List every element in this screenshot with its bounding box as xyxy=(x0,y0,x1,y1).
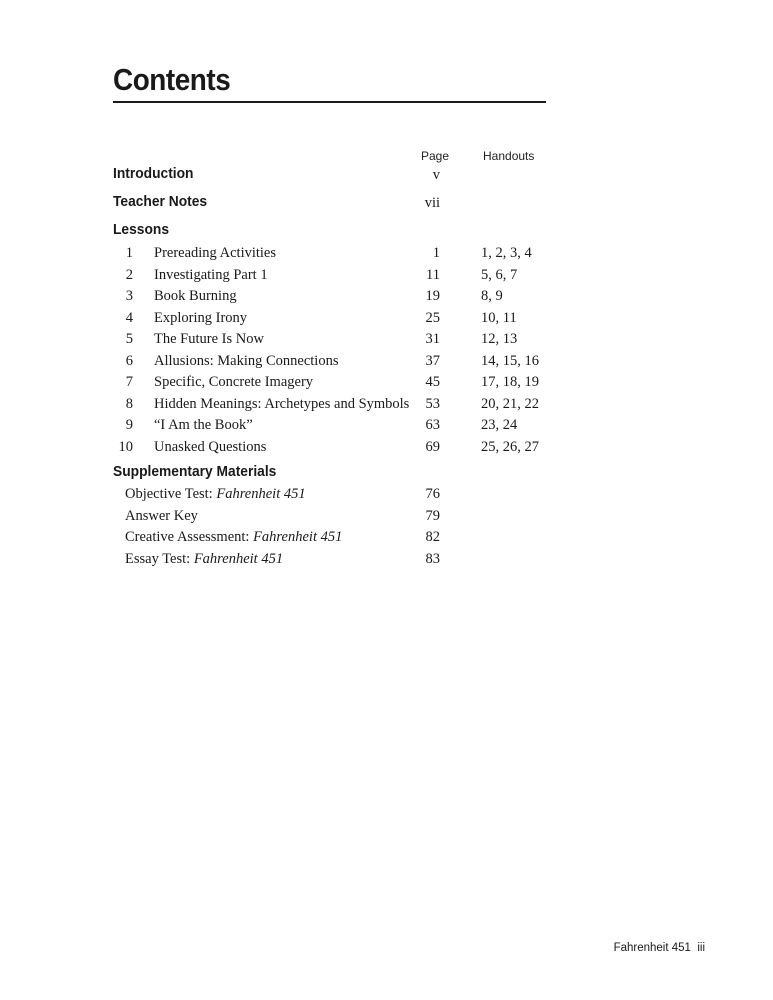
footer-book-title: Fahrenheit 451 xyxy=(613,942,691,954)
lesson-number: 9 xyxy=(125,417,133,433)
lesson-title: “I Am the Book” xyxy=(154,417,253,433)
lesson-page: 37 xyxy=(425,352,440,369)
supplementary-row xyxy=(0,551,773,572)
lesson-row xyxy=(0,245,773,266)
lesson-title: The Future Is Now xyxy=(154,331,264,347)
supplementary-title-italic: Fahrenheit 451 xyxy=(216,486,306,502)
lesson-row xyxy=(0,267,773,288)
lesson-page: 45 xyxy=(425,374,440,390)
lesson-title: Specific, Concrete Imagery xyxy=(154,374,314,390)
lesson-number: 3 xyxy=(125,288,133,304)
lesson-page: 25 xyxy=(425,309,440,326)
lesson-title: Prereading Activities xyxy=(154,245,277,261)
introduction-page: v xyxy=(432,167,440,183)
lesson-number: 6 xyxy=(125,352,133,369)
supplementary-page: 79 xyxy=(425,507,440,524)
lesson-number: 1 xyxy=(125,245,133,261)
lesson-handouts: 5, 6, 7 xyxy=(481,266,518,283)
lesson-row xyxy=(0,396,773,417)
lesson-row xyxy=(0,374,773,395)
lesson-page: 63 xyxy=(425,417,440,433)
lesson-handouts: 12, 13 xyxy=(481,331,518,347)
supplementary-row xyxy=(0,508,773,529)
lesson-row xyxy=(0,417,773,438)
supplementary-title-text: Creative Assessment: xyxy=(125,529,254,545)
lesson-handouts: 1, 2, 3, 4 xyxy=(481,245,532,261)
supplementary-row xyxy=(0,529,773,550)
lesson-number: 5 xyxy=(125,331,133,347)
lesson-number: 8 xyxy=(125,395,133,412)
lesson-title: Investigating Part 1 xyxy=(154,266,268,283)
page-footer xyxy=(614,942,705,954)
column-header-page: Page xyxy=(421,149,450,163)
lesson-page: 53 xyxy=(425,395,440,412)
lesson-row xyxy=(0,331,773,352)
title-rule xyxy=(113,101,546,103)
lesson-handouts: 8, 9 xyxy=(481,288,503,304)
section-supplementary: Supplementary Materials xyxy=(113,463,277,480)
lesson-title: Hidden Meanings: Archetypes and Symbols xyxy=(154,395,410,412)
lesson-title: Unasked Questions xyxy=(154,438,267,455)
supplementary-title xyxy=(125,551,283,568)
lesson-title: Book Burning xyxy=(154,288,237,304)
lesson-page: 1 xyxy=(432,245,440,261)
supplementary-page: 76 xyxy=(425,486,440,502)
lesson-page: 69 xyxy=(425,438,440,455)
lesson-handouts: 17, 18, 19 xyxy=(481,374,539,390)
lesson-page: 31 xyxy=(425,331,440,347)
lesson-row xyxy=(0,310,773,331)
supplementary-title-text: Essay Test: xyxy=(125,550,194,567)
lesson-number: 4 xyxy=(125,309,133,326)
lesson-number: 10 xyxy=(118,438,133,455)
supplementary-row xyxy=(0,486,773,507)
lesson-page: 11 xyxy=(426,266,440,283)
lesson-row xyxy=(0,353,773,374)
supplementary-title xyxy=(125,508,198,525)
section-lessons: Lessons xyxy=(113,221,169,238)
supplementary-page: 82 xyxy=(425,529,440,545)
supplementary-page: 83 xyxy=(425,550,440,567)
section-introduction: Introduction xyxy=(113,165,194,182)
footer-page-number: iii xyxy=(697,942,705,954)
lesson-number: 2 xyxy=(125,266,133,283)
supplementary-title-italic: Fahrenheit 451 xyxy=(193,550,284,567)
teacher-notes-page: vii xyxy=(424,195,440,211)
lesson-title: Exploring Irony xyxy=(154,309,248,326)
lesson-row xyxy=(0,288,773,309)
section-teacher-notes: Teacher Notes xyxy=(113,193,208,210)
supplementary-title xyxy=(125,529,342,546)
supplementary-title-text: Objective Test: xyxy=(125,486,217,502)
lesson-handouts: 23, 24 xyxy=(481,417,518,433)
supplementary-title xyxy=(125,486,306,503)
lesson-page: 19 xyxy=(425,288,440,304)
lesson-handouts: 20, 21, 22 xyxy=(481,395,539,412)
lesson-handouts: 25, 26, 27 xyxy=(481,438,539,455)
supplementary-title-text: Answer Key xyxy=(125,507,198,524)
lesson-handouts: 10, 11 xyxy=(481,309,517,326)
lesson-title: Allusions: Making Connections xyxy=(154,352,339,369)
page-title: Contents xyxy=(113,62,231,97)
column-header-handouts: Handouts xyxy=(483,149,535,163)
lesson-number: 7 xyxy=(125,374,133,390)
supplementary-title-italic: Fahrenheit 451 xyxy=(253,529,343,545)
lesson-row xyxy=(0,439,773,460)
lesson-handouts: 14, 15, 16 xyxy=(481,352,539,369)
